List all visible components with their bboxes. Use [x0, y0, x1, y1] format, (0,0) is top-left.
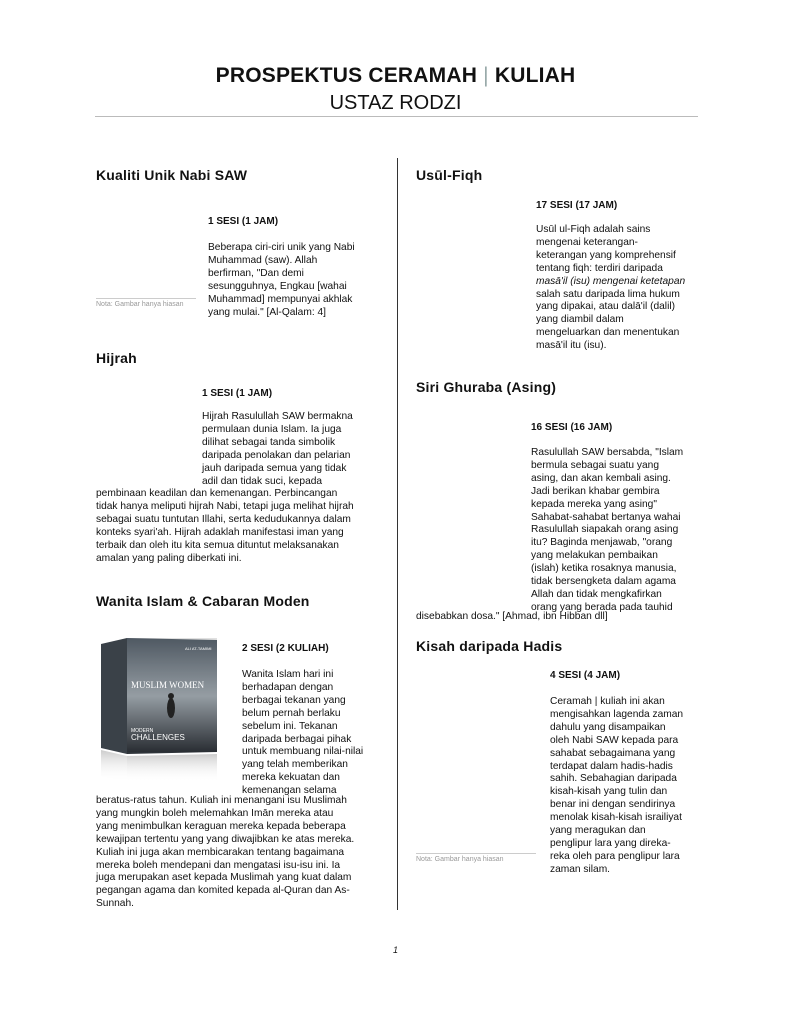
book-title: MUSLIM WOMEN [131, 680, 205, 690]
section-heading-ghuraba: Siri Ghuraba (Asing) [416, 379, 557, 395]
title-right: KULIAH [494, 64, 576, 87]
text-line: mereka kekuatan dan [242, 772, 340, 784]
text-line: yang dipakai, atau dalā'il (dalil) [536, 301, 675, 313]
sesi-kisah: 4 SESI (4 JAM) [550, 670, 621, 681]
document-subtitle: USTAZ RODZI [329, 92, 462, 114]
text-line: kewajipan tertentu yang yang diwajibkan ke atas mereka. [96, 833, 355, 845]
text-line: yang meragukan dan [550, 825, 646, 837]
sesi-ghuraba: 16 SESI (16 JAM) [531, 422, 613, 433]
text-line: yang mulai." [Al-Qalam: 4] [208, 306, 326, 318]
text-line: salah satu daripada lima hukum [536, 288, 680, 300]
book-subtitle-2: CHALLENGES [131, 733, 185, 742]
text-line: kisah-kisah yang tulin dan [550, 786, 668, 798]
text-line: (islah) ketika rosaknya manusia, [531, 563, 677, 575]
text-line: jauh daripada semua yang tidak [202, 462, 347, 474]
paragraph-kisah [550, 696, 696, 877]
text-line: Muhammad (saw). Allah [208, 254, 318, 266]
text-line: Rasulullah SAW bersabda, "Islam [531, 447, 684, 458]
text-line: dilihat sebagai tanda simbolik [202, 436, 336, 448]
paragraph-ghuraba [531, 447, 696, 615]
text-line: yang melakukan pembaikan [531, 550, 658, 562]
text-line: terdapat dalam hadis-hadis [550, 760, 673, 772]
text-line: permulaan dunia Islam. Ia juga [202, 423, 342, 435]
text-line: yang menimbulkan keraguan mereka kepada beberapa [96, 820, 346, 832]
column-divider [397, 158, 398, 910]
text-line: itu? Baginda menjawab, "orang [531, 537, 673, 549]
text-line: reka oleh para penglipur lara [550, 850, 680, 862]
text-line: Allah dan tidak mengkafirkan [531, 588, 662, 600]
text-line: daripada berbagai pihak [242, 733, 352, 745]
text-line: oleh Nabi SAW kepada para [550, 734, 679, 746]
text-line: bermula sebagai suatu yang [531, 459, 659, 471]
text-line: tidak bersengketa dalam agama [531, 576, 676, 588]
text-line: Beberapa ciri-ciri unik yang Nabi [208, 242, 355, 253]
text-line: pembinaan keadilan dan kemenangan. Perbincangan [96, 488, 338, 499]
text-line: yang mungkin boleh melemahkan Imān mereka atau [96, 807, 334, 819]
title-separator: | [483, 64, 489, 87]
section-heading-kualiti: Kualiti Unik Nabi SAW [96, 167, 248, 183]
text-line: Muhammad] mempunyai akhlak [208, 293, 353, 305]
text-line: Sunnah. [96, 898, 134, 910]
text-line: amalan yang paling diberkati ini. [96, 552, 242, 564]
text-line: pegangan agama dan komited kepada al-Quran dan As- [96, 885, 350, 897]
text-line: Hijrah Rasulullah SAW bermakna [202, 411, 353, 422]
text-line: Sahabat-sahabat bertanya wahai [531, 511, 681, 523]
paragraph-ghuraba-last: disebabkan dosa." [Ahmad, ibn Hibban dll] [416, 611, 608, 622]
sesi-usul: 17 SESI (17 JAM) [536, 200, 618, 211]
paragraph-usul [536, 224, 696, 353]
text-line: tidak hanya meliputi hijrah Nabi, tetapi juga melihat hijrah [96, 500, 354, 512]
text-line: belum pernah berlaku [242, 707, 341, 719]
section-heading-usul: Usūl-Fiqh [416, 167, 483, 183]
section-heading-kisah: Kisah daripada Hadis [416, 638, 563, 654]
text-line: berbagai tekanan yang [242, 694, 346, 706]
paragraph-hijrah-full [96, 488, 381, 565]
text-line: Ceramah | kuliah ini akan [550, 696, 665, 707]
sesi-wanita: 2 SESI (2 KULIAH) [242, 643, 329, 654]
header-divider [95, 116, 698, 117]
text-line: sebagai suatu tuntutan Illahi, serta kedudukannya dalam [96, 513, 351, 525]
text-line: mengenai keterangan- [536, 236, 638, 248]
page-number: 1 [392, 945, 398, 955]
sesi-hijrah: 1 SESI (1 JAM) [202, 388, 273, 399]
book-cover-image [97, 636, 220, 782]
text-line: menolak kisah-kisah israiliyat [550, 812, 682, 824]
text-line: mengeluarkan dan menentukan [536, 327, 680, 339]
text-line: berhadapan dengan [242, 681, 334, 693]
text-line: Usūl ul-Fiqh adalah sains [536, 224, 651, 235]
text-line: kemenangan selama [242, 785, 337, 797]
text-line: yang telah memberikan [242, 759, 348, 771]
text-line: yang diambil dalam [536, 314, 624, 326]
title-left: PROSPEKTUS CERAMAH [215, 64, 478, 87]
text-line: kepada mereka yang asing" [531, 498, 657, 510]
section-heading-wanita: Wanita Islam & Cabaran Moden [96, 593, 310, 609]
text-line: orang yang berada pada tauhid [531, 601, 673, 613]
text-line: asing, dan akan kembali asing. [531, 472, 671, 484]
text-line: sahih. Sebahagian daripada [550, 773, 677, 785]
book-subtitle-1: MODERN [131, 728, 154, 734]
paragraph-wanita-narrow [242, 669, 384, 798]
text-line: Rasulullah siapakah orang asing [531, 524, 679, 536]
text-line: keterangan yang komprehensif [536, 249, 676, 261]
sesi-kualiti: 1 SESI (1 JAM) [208, 216, 279, 227]
book-author: ALI AT-TAMIMI [185, 646, 212, 651]
text-line: Jadi berikan khabar gembira [531, 485, 660, 497]
text-line: terbaik dan oleh itu kita semua dituntut melaksanakan [96, 539, 339, 551]
text-line: dahulu yang disampaikan [550, 721, 666, 733]
text-line: adil dan tidak suci, kepada [202, 475, 323, 487]
text-line: juga merupakan aset kepada Muslimah yang kuat dalam [96, 872, 352, 884]
paragraph-wanita-full [96, 795, 381, 911]
text-line: konteks syari'ah. Hijrah adaklah manifestasi iman yang [96, 526, 344, 538]
text-line: mengisahkan lagenda zaman [550, 708, 684, 720]
text-line: daripada penolakan dan pelarian [202, 449, 351, 461]
image-note-kisah: Nota: Gambar hanya hiasan [416, 853, 536, 863]
text-line: sesungguhnya, Engkau [wahai [208, 280, 347, 292]
text-line: Wanita Islam hari ini [242, 669, 334, 680]
text-line: benar ini dengan sendirinya [550, 799, 676, 811]
paragraph-hijrah-narrow [202, 411, 382, 488]
text-line: sahabat sebagaimana yang [550, 747, 676, 759]
text-line: zaman silam. [550, 863, 611, 875]
document-title [0, 64, 791, 88]
text-line: sebelum ini. Tekanan [242, 720, 338, 732]
text-line: mereka boleh mendepani dan mengatasi isu-isu ini. Ia [96, 859, 341, 871]
image-note: Nota: Gambar hanya hiasan [96, 298, 196, 308]
text-line: untuk membuang nilai-nilai [242, 746, 364, 758]
text-line: masā'il (isu) mengenai ketetapan [536, 275, 686, 287]
text-line: beratus-ratus tahun. Kuliah ini menangani isu Muslimah [96, 795, 347, 806]
paragraph-kualiti [208, 242, 383, 319]
text-line: berfirman, "Dan demi [208, 267, 304, 279]
text-line: masā'il itu (isu). [536, 340, 607, 352]
section-heading-hijrah: Hijrah [96, 350, 137, 366]
text-line: penglipur lara yang direka- [550, 837, 671, 849]
text-line: tentang fiqh: terdiri daripada [536, 262, 663, 274]
text-line: Kuliah ini juga akan membicarakan tentang bagaimana [96, 846, 345, 858]
